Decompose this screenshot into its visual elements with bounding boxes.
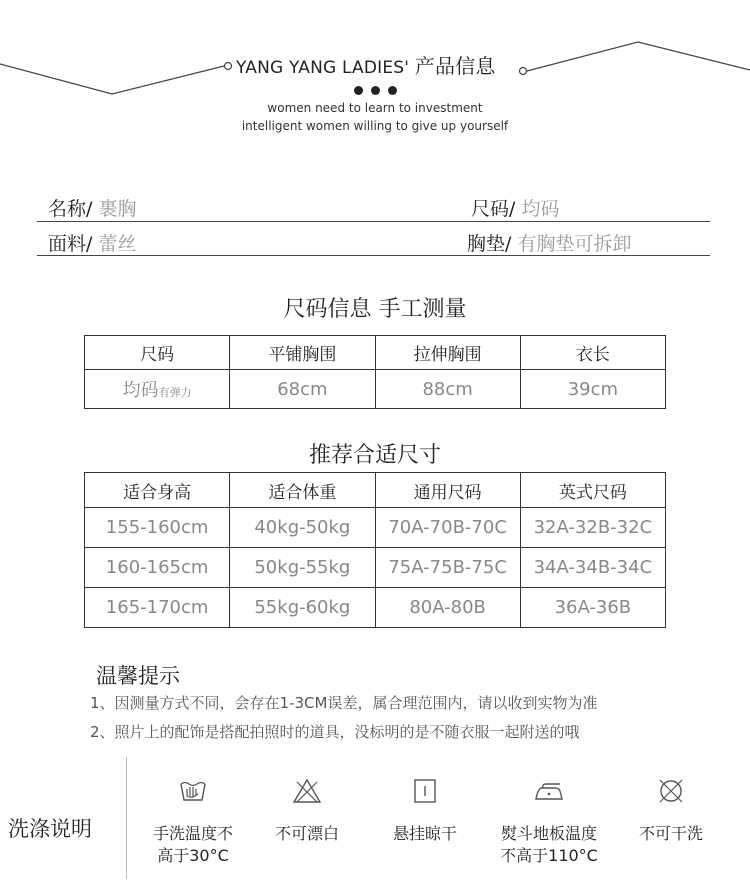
spec-value: 裹胸 <box>92 198 137 220</box>
table-header-row <box>85 336 666 370</box>
table-row <box>85 508 666 548</box>
table-cell: 80A-80B <box>375 588 520 628</box>
table-cell: 68cm <box>230 370 375 409</box>
spec-size <box>471 194 559 221</box>
spec-divider <box>37 221 710 222</box>
hand-wash-icon <box>178 777 208 805</box>
table-header-cell: 衣长 <box>520 336 665 370</box>
spec-value: 有胸垫可拆卸 <box>511 233 632 255</box>
care-item <box>242 777 372 845</box>
table-header-cell: 通用尺码 <box>375 473 520 508</box>
table-cell: 36A-36B <box>520 588 665 628</box>
spec-label: 面料/ <box>48 233 93 255</box>
spec-value: 蕾丝 <box>92 233 137 255</box>
table-header-cell: 英式尺码 <box>520 473 665 508</box>
table-row <box>85 370 666 409</box>
care-item <box>484 777 614 867</box>
table-cell <box>85 370 230 409</box>
table-header-cell: 适合身高 <box>85 473 230 508</box>
spec-name <box>48 194 136 221</box>
spec-fabric <box>48 229 136 256</box>
care-label-line: 不可干洗 <box>638 824 703 843</box>
size-value: 均码 <box>122 380 159 401</box>
recommend-table <box>84 472 666 628</box>
care-label-line: 不可漂白 <box>274 824 339 843</box>
care-label-line: 高于30°C <box>157 846 229 865</box>
table-cell: 88cm <box>375 370 520 409</box>
washing-divider <box>126 757 127 879</box>
care-item <box>606 777 736 845</box>
table-header-cell: 拉伸胸围 <box>375 336 520 370</box>
table-row <box>85 548 666 588</box>
tip-item: 1、因测量方式不同，会存在1-3CM误差，属合理范围内，请以收到实物为准 <box>90 694 598 712</box>
care-label-line: 熨斗地板温度 <box>500 824 597 843</box>
table-cell: 39cm <box>520 370 665 409</box>
no-dry-clean-icon <box>656 777 686 805</box>
iron-icon <box>533 777 565 805</box>
care-label-line: 手洗温度不 <box>152 824 233 843</box>
spec-label: 胸垫/ <box>467 233 512 255</box>
spec-value: 均码 <box>515 198 560 220</box>
spec-divider <box>37 255 710 256</box>
washing-title: 洗涤说明 <box>8 817 92 841</box>
table-cell: 50kg-55kg <box>230 548 375 588</box>
table-header-row <box>85 473 666 508</box>
table-cell: 34A-34B-34C <box>520 548 665 588</box>
table-cell: 55kg-60kg <box>230 588 375 628</box>
care-label-line: 悬挂晾干 <box>392 824 457 843</box>
table-cell: 160-165cm <box>85 548 230 588</box>
table-cell: 75A-75B-75C <box>375 548 520 588</box>
hang-dry-icon <box>410 777 440 805</box>
slogan-line-2: intelligent women willing to give up yourself <box>241 119 509 133</box>
table-header-cell: 适合体重 <box>230 473 375 508</box>
table-cell: 70A-70B-70C <box>375 508 520 548</box>
spec-label: 尺码/ <box>471 198 516 220</box>
brand-name: YANG YANG LADIES' <box>236 58 410 78</box>
tip-item: 2、照片上的配饰是搭配拍照时的道具，没标明的是不随衣服一起附送的哦 <box>90 723 580 741</box>
size-info-title: 尺码信息 手工测量 <box>283 297 467 322</box>
table-cell: 32A-32B-32C <box>520 508 665 548</box>
slogan-line-1: women need to learn to investment <box>267 101 483 115</box>
table-cell: 155-160cm <box>85 508 230 548</box>
no-bleach-icon <box>292 777 322 805</box>
elastic-note: 有弹力 <box>158 386 192 399</box>
tips-title: 温馨提示 <box>96 664 180 688</box>
care-item <box>360 777 490 845</box>
size-info-table <box>84 335 666 409</box>
table-cell: 40kg-50kg <box>230 508 375 548</box>
care-label-line: 不高于110°C <box>500 846 598 865</box>
brand-subtitle: 产品信息 <box>414 54 496 78</box>
table-header-cell: 平铺胸围 <box>230 336 375 370</box>
spec-pad <box>467 229 631 256</box>
table-header-cell: 尺码 <box>85 336 230 370</box>
brand-title <box>236 50 496 79</box>
spec-label: 名称/ <box>48 198 93 220</box>
dots-ornament <box>354 86 398 96</box>
recommend-title: 推荐合适尺寸 <box>308 443 441 468</box>
table-cell: 165-170cm <box>85 588 230 628</box>
table-row <box>85 588 666 628</box>
care-item <box>128 777 258 867</box>
